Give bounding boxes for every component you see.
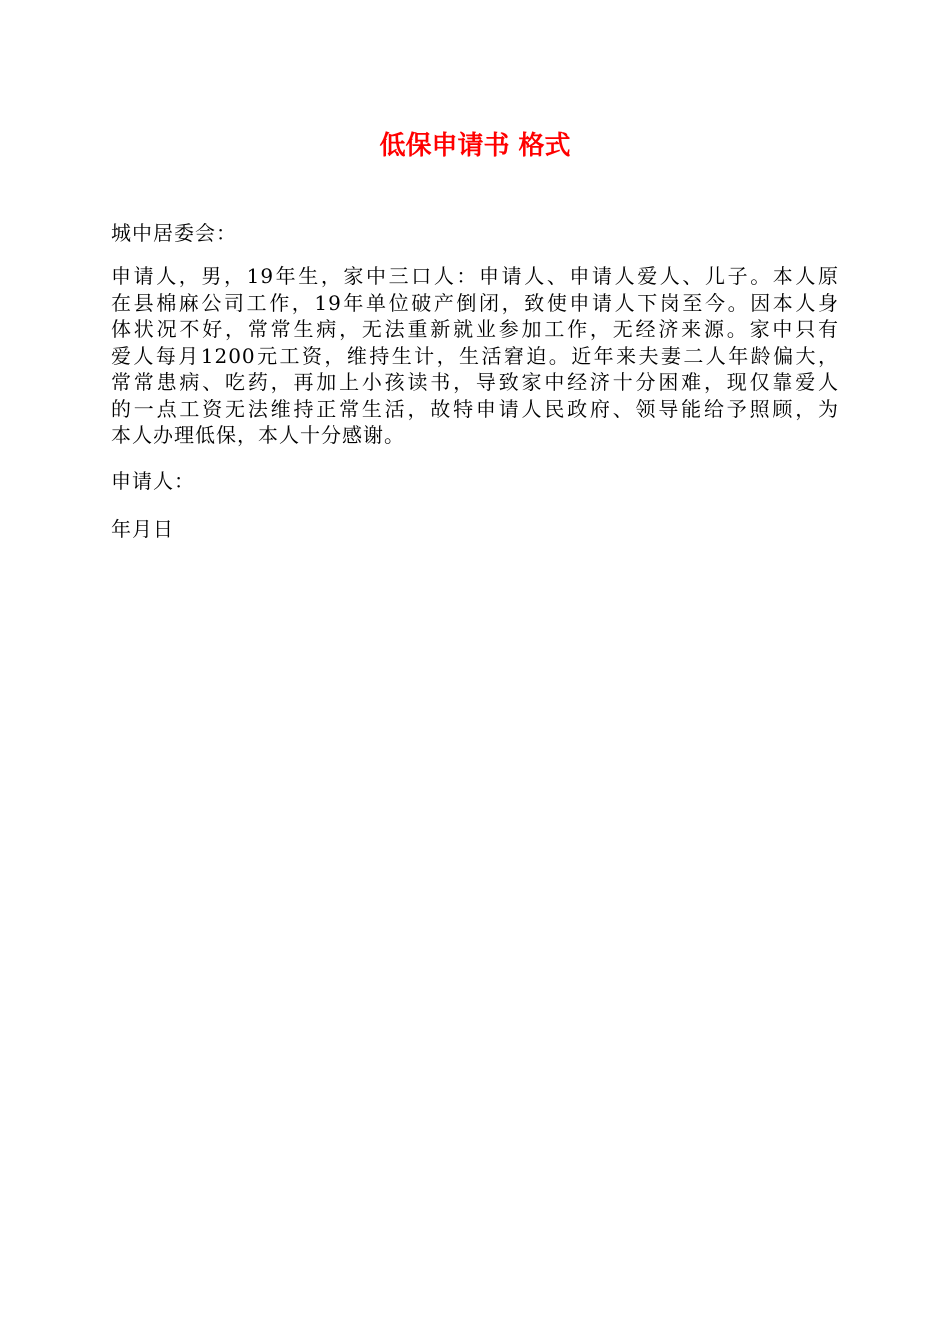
body-line: 申请人，男，19年生，家中三口人：申请人、申请人爱人、儿子。本人原 bbox=[111, 264, 839, 288]
applicant-signature-label: 申请人： bbox=[111, 469, 195, 493]
body-line: 爱人每月1200元工资，维持生计，生活窘迫。近年来夫妻二人年龄偏大， bbox=[111, 343, 839, 368]
body-line: 本人办理低保，本人十分感谢。 bbox=[111, 423, 405, 447]
body-line: 常常患病、吃药，再加上小孩读书，导致家中经济十分困难，现仅靠爱人 bbox=[111, 370, 839, 394]
salutation: 城中居委会： bbox=[111, 221, 237, 245]
body-line: 体状况不好，常常生病，无法重新就业参加工作，无经济来源。家中只有 bbox=[111, 317, 839, 341]
date-label: 年月日 bbox=[111, 517, 174, 541]
body-paragraph bbox=[111, 263, 839, 449]
document-title: 低保申请书 格式 bbox=[379, 131, 571, 161]
body-line: 在县棉麻公司工作，19年单位破产倒闭，致使申请人下岗至今。因本人身 bbox=[111, 290, 839, 315]
body-line: 的一点工资无法维持正常生活，故特申请人民政府、领导能给予照顾，为 bbox=[111, 396, 839, 421]
